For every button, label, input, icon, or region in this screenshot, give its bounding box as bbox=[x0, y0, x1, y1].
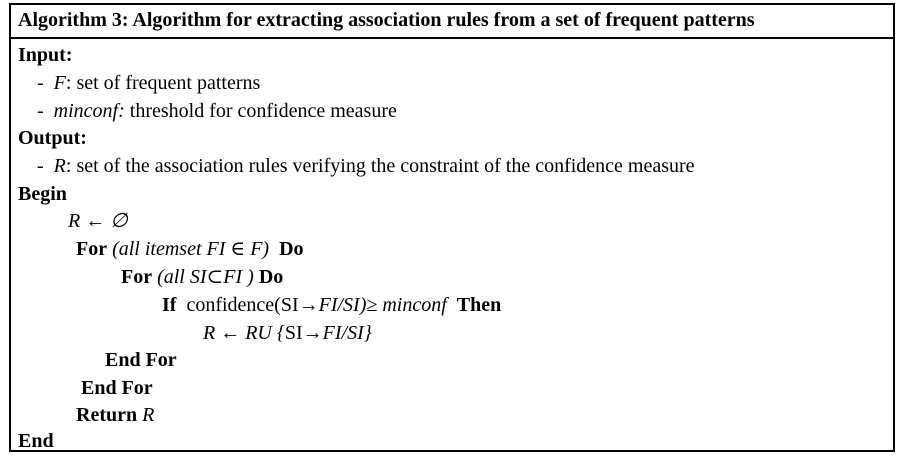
do-keyword: Do bbox=[279, 238, 304, 260]
input-item-f bbox=[37, 69, 260, 97]
return-line bbox=[76, 401, 154, 429]
end-for-inner: End For bbox=[105, 349, 177, 371]
param-desc: : set of frequent patterns bbox=[65, 72, 261, 94]
end-for-outer: End For bbox=[81, 377, 153, 399]
bullet: - bbox=[37, 72, 44, 94]
input-heading: Input: bbox=[18, 44, 73, 66]
end-keyword: End bbox=[18, 430, 54, 452]
for-keyword: For bbox=[121, 266, 153, 288]
algorithm-box bbox=[9, 3, 895, 452]
return-keyword: Return bbox=[76, 404, 138, 426]
bullet: - bbox=[37, 100, 44, 122]
assign-italic: R ← RU { bbox=[203, 322, 285, 344]
algorithm-title: Algorithm 3: Algorithm for extracting association rules from a set of frequent patterns bbox=[11, 5, 893, 39]
assign-plain: SI bbox=[284, 322, 303, 344]
for-keyword: For bbox=[76, 238, 108, 260]
param-desc: : set of the association rules verifying the constraint of the confidence measure bbox=[65, 155, 695, 177]
do-keyword: Do bbox=[258, 266, 284, 288]
begin-keyword: Begin bbox=[18, 183, 67, 205]
if-line bbox=[162, 291, 501, 319]
init-statement: R ← ∅ bbox=[68, 210, 128, 232]
param-name: F bbox=[53, 72, 66, 94]
param-desc: threshold for confidence measure bbox=[124, 100, 397, 122]
if-condition-italic: →FI/SI)≥ minconf bbox=[298, 294, 447, 316]
if-condition-plain: confidence(SI bbox=[186, 294, 299, 316]
input-item-minconf bbox=[37, 97, 397, 125]
then-keyword: Then bbox=[456, 294, 502, 316]
if-keyword: If bbox=[162, 294, 177, 316]
output-heading: Output: bbox=[18, 127, 87, 149]
assign-line bbox=[203, 319, 372, 347]
output-item-r bbox=[37, 152, 695, 180]
outer-for-line bbox=[76, 235, 304, 263]
assign-italic-2: →FI/SI} bbox=[302, 322, 372, 344]
for-condition: (all SI⊂FI ) bbox=[157, 266, 254, 288]
inner-for-line bbox=[121, 263, 283, 291]
bullet: - bbox=[37, 155, 44, 177]
return-value: R bbox=[142, 404, 155, 426]
for-condition: (all itemset FI ∈ F) bbox=[112, 238, 270, 260]
param-name: R bbox=[53, 155, 66, 177]
param-name: minconf: bbox=[53, 100, 125, 122]
